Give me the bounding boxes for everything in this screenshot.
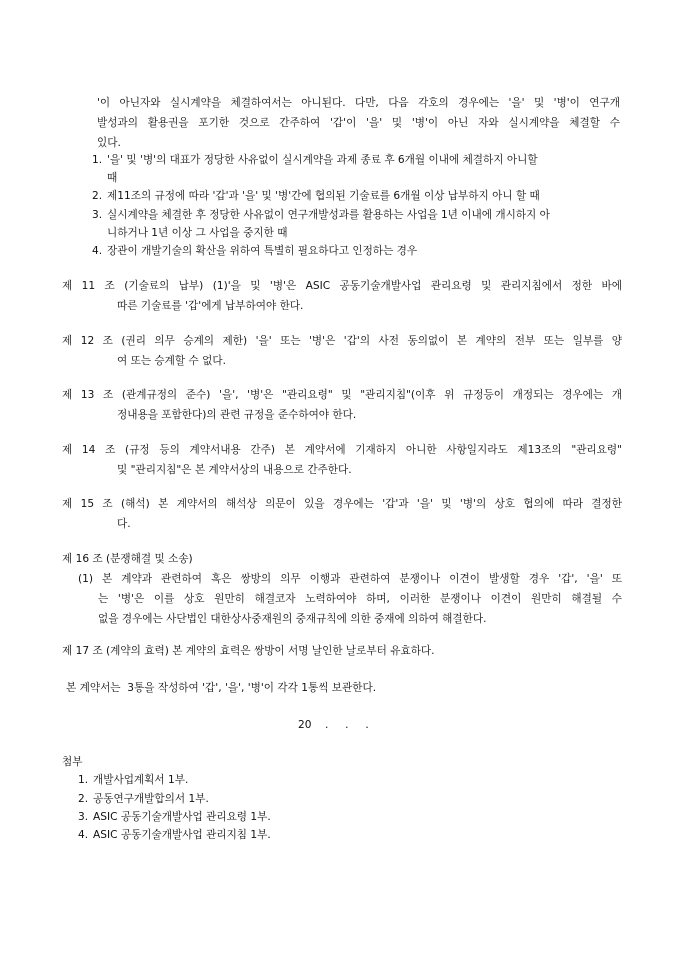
intro-line-2: 발성과의 활용권을 포기한 것으로 간주하여 '갑'이 '을' 및 '병'이 아닌 자와 실시계약을 체결할 수 [97, 117, 620, 129]
list-item-text: 장관이 개발기술의 확산을 위하여 특별히 필요하다고 인정하는 경우 [107, 245, 418, 257]
attachment-item-text: ASIC 공동기술개발사업 관리지침 1부. [93, 829, 271, 841]
attachments-section [62, 752, 622, 772]
attachments-title: 첨부 [62, 756, 83, 768]
article-13-line-2: 정내용을 포함한다)의 관련 규정을 준수하여야 한다. [117, 409, 357, 421]
list-item-number: 3. [92, 209, 103, 221]
attachment-item [78, 825, 271, 845]
list-item [92, 186, 620, 206]
attachment-item-number: 4. [78, 829, 89, 841]
intro-line-3: 있다. [97, 137, 121, 149]
article-14-line-1: 제 14 조 (규정 등의 계약서내용 간주) 본 계약서에 기재하지 아니한 사항일지라도 제13조의 "관리요령" [62, 444, 622, 456]
list-item-number: 1. [92, 154, 103, 166]
article-12-line-1: 제 12 조 (권리 의무 승계의 제한) '을' 또는 '병'은 '갑'의 사전 동의없이 본 계약의 전부 또는 일부를 양 [62, 335, 622, 347]
list-item-continuation: 때 [107, 172, 118, 184]
article-17 [62, 641, 622, 661]
attachment-item-text: 개발사업계획서 1부. [93, 774, 189, 786]
article-11-line-2: 따른 기술료를 '갑'에게 납부하여야 한다. [117, 300, 304, 312]
list-item-continuation: 니하거나 1년 이상 그 사업을 중지한 때 [107, 227, 288, 239]
list-item [92, 205, 620, 225]
closing-statement [66, 678, 626, 698]
attachment-item [78, 770, 188, 790]
list-item-text: 제11조의 규정에 따라 '갑'과 '을' 및 '병'간에 협의된 기술료를 6개월 이상 납부하지 아니 할 때 [107, 190, 540, 202]
attachment-item [78, 807, 271, 827]
list-item [92, 241, 620, 261]
article-16-clause-1-line-3: 없을 경우에는 사단법인 대한상사중재원의 중재규칙에 의한 중재에 의하여 해결한다. [98, 613, 487, 625]
article-12-line-2: 여 또는 승계할 수 없다. [117, 355, 226, 367]
list-item [92, 150, 620, 170]
article-11-line-1: 제 11 조 (기술료의 납부) (1)'을 및 '병'은 ASIC 공동기술개발사업 관리요령 및 관리지침에서 정한 바에 [62, 280, 622, 292]
intro-paragraph [97, 93, 620, 153]
article-17-line-1: 제 17 조 (계약의 효력) 본 계약의 효력은 쌍방이 서명 날인한 날로부터 유효하다. [62, 645, 435, 657]
list-item-number: 4. [92, 245, 103, 257]
list-item-text: '을' 및 '병'의 대표가 정당한 사유없이 실시계약을 과제 종료 후 6개월 이내에 체결하지 아니할 [107, 154, 538, 166]
article-16-clause-1 [78, 569, 622, 629]
article-13 [62, 385, 622, 425]
article-15-line-2: 다. [117, 518, 131, 530]
date-line: 20 . . . [298, 719, 369, 731]
article-11 [62, 276, 622, 316]
article-15-line-1: 제 15 조 (해석) 본 계약서의 해석상 의문이 있을 경우에는 '갑'과 '을' 및 '병'의 상호 협의에 따라 결정한 [62, 498, 622, 510]
article-12 [62, 331, 622, 371]
attachment-item-text: 공동연구개발합의서 1부. [93, 793, 209, 805]
article-13-line-1: 제 13 조 (관계규정의 준수) '을', '병'은 "관리요령" 및 "관리지침"(이후 위 규정등이 개정되는 경우에는 개 [62, 389, 622, 401]
attachment-item-text: ASIC 공동기술개발사업 관리요령 1부. [93, 811, 271, 823]
intro-line-1: '이 아닌자와 실시계약을 체결하여서는 아니된다. 다만, 다음 각호의 경우에는 '을' 및 '병'이 연구개 [97, 97, 620, 109]
attachment-item [78, 789, 209, 809]
article-16 [62, 549, 622, 629]
article-15 [62, 494, 622, 534]
list-item-text: 실시계약을 체결한 후 정당한 사유없이 연구개발성과를 활용하는 사업을 1년 이내에 개시하지 아 [107, 209, 550, 221]
article-16-clause-1-line-2: 는 '병'은 이를 상호 원만히 해결코자 노력하여야 하며, 이러한 분쟁이나 이견이 원만히 해결될 수 [98, 593, 622, 605]
article-14 [62, 440, 622, 480]
article-16-heading: 제 16 조 (분쟁해결 및 소송) [62, 553, 193, 565]
article-16-clause-1-line-1: (1) 본 계약과 관련하여 혹은 쌍방의 의무 이행과 관련하여 분쟁이나 이견이 발생할 경우 '갑', '을' 또 [78, 573, 622, 585]
article-14-line-2: 및 "관리지침"은 본 계약서상의 내용으로 간주한다. [117, 464, 352, 476]
attachment-item-number: 1. [78, 774, 89, 786]
list-item-number: 2. [92, 190, 103, 202]
closing-text: 본 계약서는 3통을 작성하여 '갑', '을', '병'이 각각 1통씩 보관한다. [66, 682, 377, 694]
attachment-item-number: 2. [78, 793, 89, 805]
attachment-item-number: 3. [78, 811, 89, 823]
